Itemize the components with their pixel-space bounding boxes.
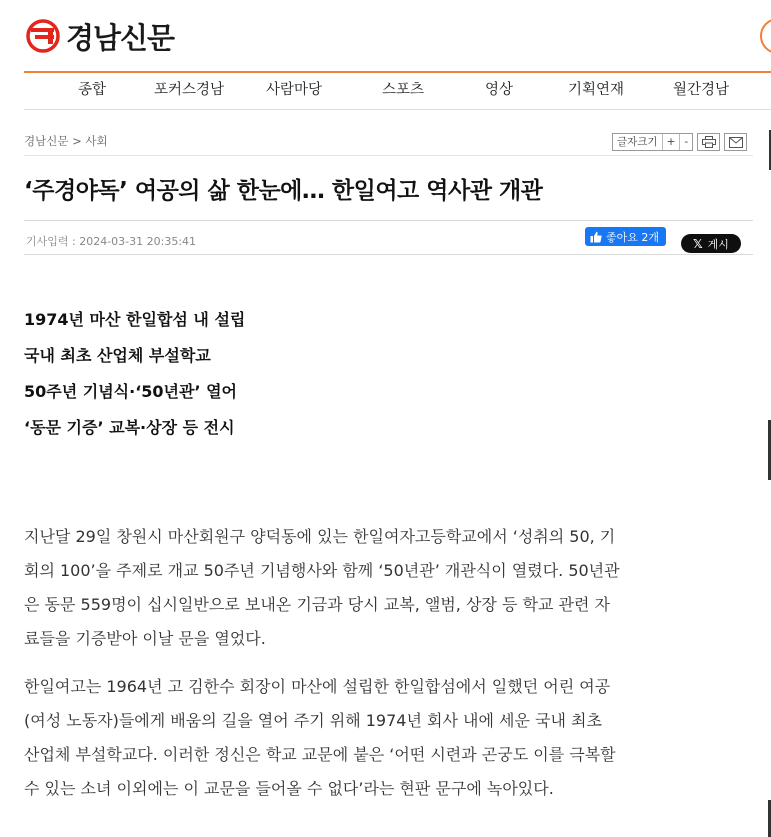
paragraph-line: 은 동문 559명이 십시일반으로 보내온 기금과 당시 교복, 앨범, 상장 등 학교 관련 자 xyxy=(24,595,610,614)
article-paragraph xyxy=(24,520,755,656)
nav-item-sports[interactable]: 스포츠 xyxy=(381,82,425,98)
breadcrumb xyxy=(24,133,108,149)
nav-divider xyxy=(24,109,771,110)
site-logo[interactable] xyxy=(26,16,174,56)
main-nav xyxy=(24,73,771,109)
nav-item-general[interactable]: 종합 xyxy=(77,82,106,98)
font-size-control xyxy=(612,133,693,151)
font-size-label: 글자크기 xyxy=(617,136,658,148)
nav-item-people[interactable]: 사람마당 xyxy=(265,82,323,98)
thumbs-up-icon xyxy=(590,231,602,243)
nav-item-monthly[interactable]: 월간경남 xyxy=(672,82,730,98)
article-body xyxy=(24,520,755,820)
paragraph-line: 지난달 29일 창원시 마산회원구 양덕동에 있는 한일여자고등학교에서 ‘성취의 50, 기 xyxy=(24,527,616,546)
facebook-like-button[interactable] xyxy=(585,227,666,246)
font-size-decrease-button[interactable]: - xyxy=(679,134,692,150)
article-title: ‘주경야독’ 여공의 삶 한눈에… 한일여고 역사관 개관 xyxy=(24,178,543,204)
title-divider-top xyxy=(24,155,753,156)
x-post-button[interactable] xyxy=(681,234,741,253)
paragraph-line: 한일여고는 1964년 고 김한수 회장이 마산에 설립한 한일합섬에서 일했던 어린 여공 xyxy=(24,677,611,696)
article-summary xyxy=(24,306,753,450)
font-size-increase-button[interactable]: + xyxy=(662,134,680,150)
x-post-label: 게시 xyxy=(707,237,729,251)
breadcrumb-separator: > xyxy=(72,134,82,148)
article-date: 기사입력 : 2024-03-31 20:35:41 xyxy=(26,235,197,248)
article-paragraph xyxy=(24,670,755,806)
date-divider xyxy=(24,254,753,255)
summary-line: ‘동문 기증’ 교복·상장 등 전시 xyxy=(24,418,235,437)
print-icon xyxy=(702,136,716,148)
newspaper-logo-icon xyxy=(26,19,60,53)
logo-text: 경남신문 xyxy=(66,20,175,55)
title-divider-bottom xyxy=(24,220,753,221)
nav-item-focus[interactable]: 포커스경남 xyxy=(153,82,225,98)
summary-line: 국내 최초 산업체 부설학교 xyxy=(24,346,211,365)
article-tools xyxy=(612,133,747,151)
nav-item-video[interactable]: 영상 xyxy=(484,82,513,98)
paragraph-line: 수 있는 소녀 이외에는 이 교문을 들어올 수 없다’라는 현판 문구에 녹아있다. xyxy=(24,779,554,798)
paragraph-line: 료들을 기증받아 이날 문을 열었다. xyxy=(24,629,266,648)
email-button[interactable] xyxy=(724,133,747,151)
email-icon xyxy=(729,137,743,148)
x-logo-icon: 𝕏 xyxy=(693,236,703,251)
paragraph-line: 산업체 부설학교다. 이러한 정신은 학교 교문에 붙은 ‘어떤 시련과 곤궁도 이를 극복할 xyxy=(24,745,616,764)
paragraph-line: 회의 100’을 주제로 개교 50주년 기념행사와 함께 ‘50년관’ 개관식이 열렸다. 50년관 xyxy=(24,561,620,580)
summary-line: 1974년 마산 한일합섬 내 설립 xyxy=(24,310,246,329)
like-count-label: 좋아요 2개 xyxy=(606,230,659,244)
breadcrumb-section[interactable]: 사회 xyxy=(85,134,108,148)
breadcrumb-home[interactable]: 경남신문 xyxy=(24,134,69,148)
paragraph-line: (여성 노동자)들에게 배움의 길을 열어 주기 위해 1974년 회사 내에 세운 국내 최초 xyxy=(24,711,602,730)
nav-item-series[interactable]: 기획연재 xyxy=(567,82,625,98)
print-button[interactable] xyxy=(697,133,720,151)
header-menu-button[interactable] xyxy=(760,18,771,54)
summary-line: 50주년 기념식·‘50년관’ 열어 xyxy=(24,382,238,401)
